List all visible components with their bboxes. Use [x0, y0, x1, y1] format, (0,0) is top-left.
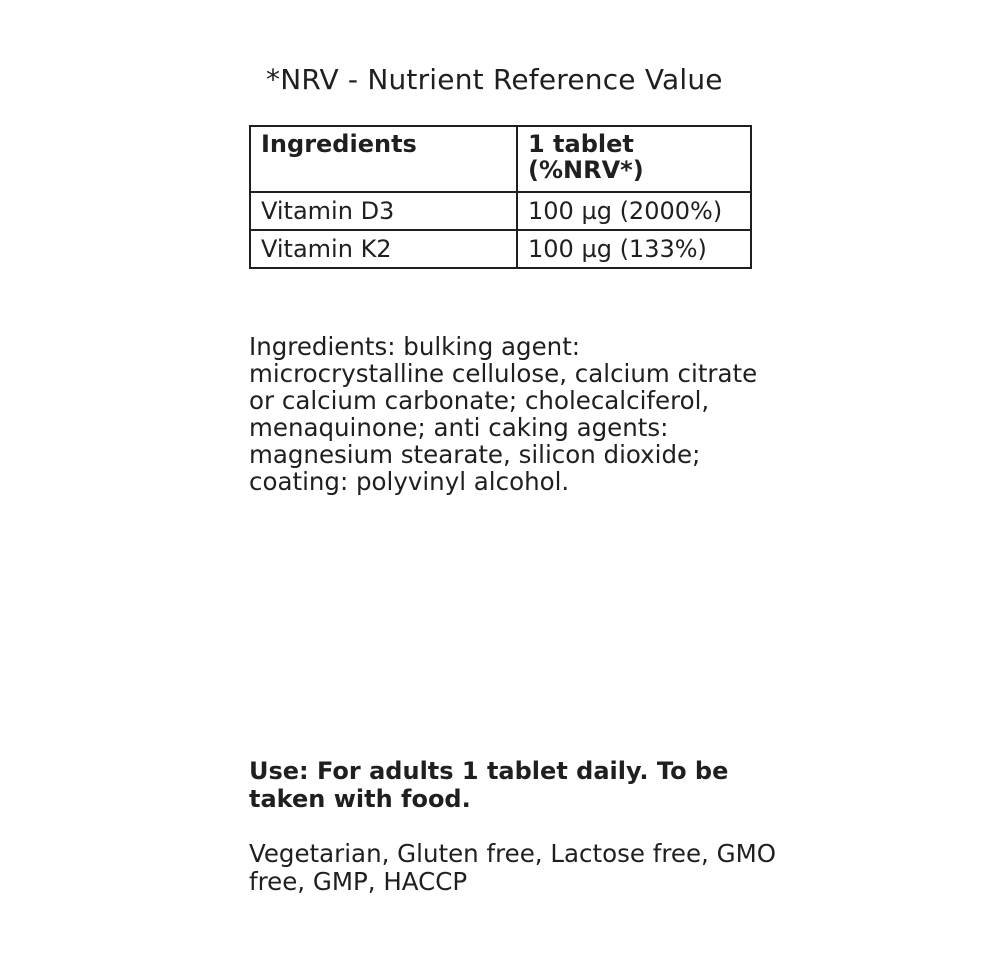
table-row	[250, 230, 751, 268]
ingredient-name-cell: Vitamin K2	[250, 230, 517, 268]
ingredients-paragraph: Ingredients: bulking agent: microcrystalline cellulose, calcium citrate or calcium carbonate; cholecalciferol, menaquinone; anti caking agents: magnesium stearate, silicon dioxide; coating: polyvinyl alcohol.	[249, 332, 758, 496]
ingredients-column-header: Ingredients	[250, 126, 517, 192]
per-tablet-header-line1: 1 tablet	[528, 130, 634, 158]
per-tablet-header-line2: (%NRV*)	[528, 156, 644, 184]
per-tablet-column-header	[517, 126, 751, 192]
table-row	[250, 192, 751, 230]
ingredient-amount-cell: 100 µg (2000%)	[517, 192, 751, 230]
ingredient-amount-cell: 100 µg (133%)	[517, 230, 751, 268]
table-header-row	[250, 126, 751, 192]
usage-instructions: Use: For adults 1 tablet daily. To be taken with food.	[249, 757, 729, 813]
nutrition-table	[249, 125, 752, 269]
nrv-footnote: *NRV - Nutrient Reference Value	[266, 63, 723, 96]
ingredient-name-cell: Vitamin D3	[250, 192, 517, 230]
dietary-claims: Vegetarian, Gluten free, Lactose free, GMO free, GMP, HACCP	[249, 839, 777, 896]
